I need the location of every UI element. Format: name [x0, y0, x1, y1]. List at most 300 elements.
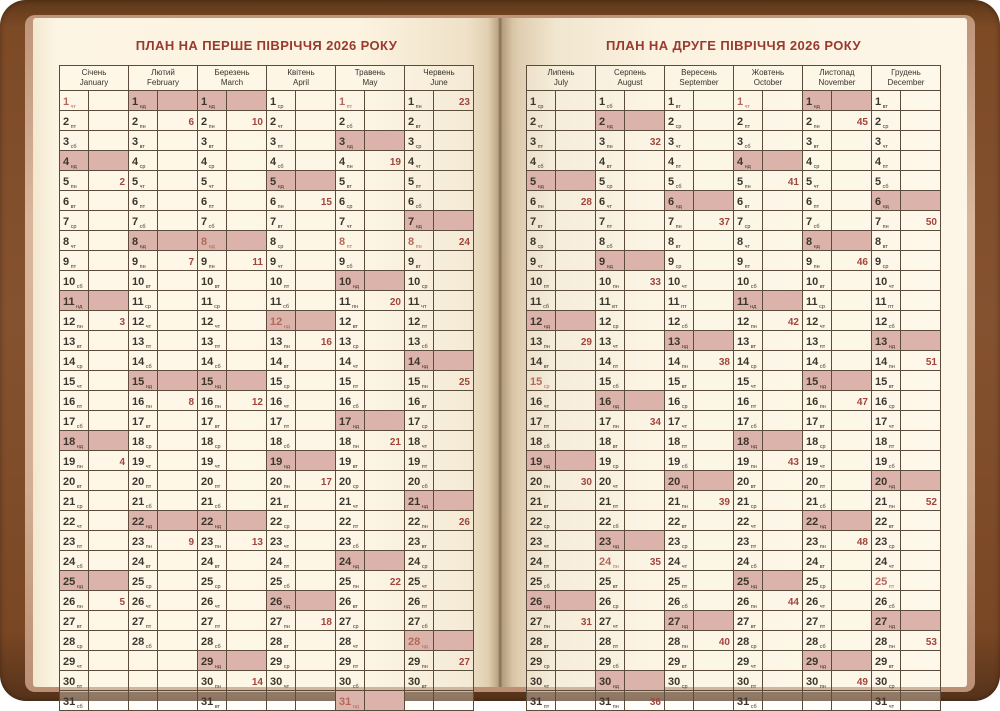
weekday-abbr: пн: [346, 164, 353, 170]
day-cell: [596, 471, 625, 491]
day-cell: [665, 251, 694, 271]
weekday-abbr: ср: [819, 304, 825, 310]
weekday-abbr: ср: [277, 244, 284, 250]
day-cell: [872, 651, 901, 671]
weekday-abbr: ср: [681, 544, 688, 550]
day-number: 28: [875, 636, 888, 648]
day-cell: [872, 491, 901, 511]
notes-cell: [158, 371, 198, 391]
day-cell: [267, 491, 296, 511]
day-cell: [198, 131, 227, 151]
day-cell: [734, 651, 763, 671]
day-number: 21: [270, 496, 283, 508]
weekday-abbr: ср: [750, 504, 757, 510]
day-number: 6: [530, 196, 537, 208]
notes-cell: [763, 171, 803, 191]
weekday-abbr: вт: [543, 364, 550, 370]
weekday-abbr: нд: [543, 324, 550, 330]
weekday-abbr: нд: [819, 384, 826, 390]
day-cell: [60, 331, 89, 351]
notes-cell: [694, 491, 734, 511]
month-name-uk: Лютий: [151, 68, 175, 77]
weekday-abbr: чт: [76, 384, 83, 390]
weekday-abbr: вт: [612, 444, 619, 450]
notes-cell: [694, 211, 734, 231]
day-cell: [803, 171, 832, 191]
day-number: 18: [339, 436, 352, 448]
week-number: 40: [718, 637, 730, 648]
day-cell: [405, 231, 434, 251]
day-row: [527, 231, 941, 251]
day-number: 4: [599, 156, 606, 168]
day-row: [60, 571, 474, 591]
notes-cell: [365, 431, 405, 451]
weekday-abbr: вт: [750, 344, 757, 350]
weekday-abbr: пн: [415, 104, 422, 110]
notes-cell: [763, 591, 803, 611]
day-cell: [527, 431, 556, 451]
day-number: 13: [737, 336, 750, 348]
day-number: 22: [201, 516, 214, 528]
notes-cell: [832, 491, 872, 511]
day-number: 18: [201, 436, 214, 448]
notes-cell: [556, 91, 596, 111]
day-cell: [803, 371, 832, 391]
notes-cell: [832, 591, 872, 611]
month-name-en: November: [818, 78, 856, 87]
day-number: 22: [339, 516, 352, 528]
notes-cell: [763, 131, 803, 151]
day-cell: [198, 211, 227, 231]
day-cell: [60, 231, 89, 251]
day-number: 11: [668, 296, 680, 308]
weekday-abbr: пн: [681, 504, 688, 510]
day-cell: [336, 571, 365, 591]
day-number: 2: [63, 116, 70, 128]
weekday-abbr: вт: [888, 384, 895, 390]
weekday-abbr: пн: [819, 684, 826, 690]
notes-cell: [296, 651, 336, 671]
weekday-abbr: вт: [813, 144, 819, 150]
day-cell: [336, 511, 365, 531]
weekday-abbr: пт: [612, 364, 619, 370]
day-cell: [336, 531, 365, 551]
weekday-abbr: сб: [750, 704, 757, 710]
day-number: 17: [530, 416, 543, 428]
weekday-abbr: вт: [283, 364, 290, 370]
day-number: 2: [530, 116, 537, 128]
day-cell: [405, 451, 434, 471]
notes-cell: [694, 631, 734, 651]
notes-cell: [625, 111, 665, 131]
day-cell: [198, 591, 227, 611]
day-number: 25: [201, 576, 214, 588]
notes-cell: [694, 91, 734, 111]
weekday-abbr: вт: [346, 184, 352, 190]
day-cell: [60, 351, 89, 371]
notes-cell: [901, 311, 941, 331]
day-number: 4: [737, 156, 744, 168]
notes-cell: [89, 491, 129, 511]
notes-cell: [763, 491, 803, 511]
weekday-abbr: нд: [415, 224, 422, 230]
notes-cell: [296, 311, 336, 331]
day-cell: [336, 651, 365, 671]
day-row: [527, 371, 941, 391]
day-cell: [60, 291, 89, 311]
weekday-abbr: пт: [606, 224, 613, 230]
notes-cell: [89, 511, 129, 531]
day-cell: [405, 351, 434, 371]
day-cell: [803, 191, 832, 211]
notes-cell: [89, 351, 129, 371]
notes-cell: [227, 151, 267, 171]
weekday-abbr: нд: [675, 204, 682, 210]
day-cell: [405, 431, 434, 451]
day-cell: [527, 291, 556, 311]
day-cell: [803, 211, 832, 231]
day-cell: [872, 91, 901, 111]
weekday-abbr: ср: [76, 364, 83, 370]
day-number: 22: [668, 516, 681, 528]
notes-cell: [694, 171, 734, 191]
notes-cell: [89, 471, 129, 491]
day-cell: [872, 611, 901, 631]
day-cell: [803, 611, 832, 631]
day-cell: [665, 631, 694, 651]
notes-cell: [227, 371, 267, 391]
notes-cell: [832, 511, 872, 531]
day-number: 18: [599, 436, 612, 448]
weekday-abbr: вт: [888, 664, 895, 670]
weekday-abbr: вт: [214, 564, 221, 570]
day-number: 19: [270, 456, 283, 468]
day-cell: [596, 611, 625, 631]
day-number: 17: [408, 416, 421, 428]
week-number: 45: [856, 117, 868, 128]
day-cell: [872, 411, 901, 431]
weekday-abbr: сб: [888, 324, 895, 330]
weekday-abbr: сб: [283, 304, 290, 310]
day-cell: [60, 391, 89, 411]
day-number: 21: [63, 496, 76, 508]
weekday-abbr: сб: [750, 564, 757, 570]
weekday-abbr: сб: [612, 384, 619, 390]
day-number: 10: [806, 276, 819, 288]
day-number: 10: [270, 276, 283, 288]
day-number: 30: [530, 676, 543, 688]
weekday-abbr: пт: [214, 624, 221, 630]
weekday-abbr: чт: [750, 664, 757, 670]
day-number: 12: [132, 316, 145, 328]
day-number: 30: [63, 676, 76, 688]
day-cell: [596, 431, 625, 451]
notes-cell: [89, 111, 129, 131]
day-number: 10: [201, 276, 214, 288]
day-cell: [527, 111, 556, 131]
notes-cell: [832, 451, 872, 471]
day-number: 6: [63, 196, 70, 208]
day-number: 1: [132, 96, 139, 108]
day-number: 26: [875, 596, 888, 608]
weekday-abbr: нд: [277, 184, 284, 190]
week-number: 11: [252, 257, 263, 268]
day-number: 1: [63, 96, 70, 108]
notes-cell: [556, 311, 596, 331]
day-cell: [803, 131, 832, 151]
weekday-abbr: пт: [283, 564, 290, 570]
weekday-abbr: пт: [681, 304, 687, 310]
day-cell: [527, 651, 556, 671]
notes-cell: [625, 151, 665, 171]
weekday-abbr: пн: [882, 224, 889, 230]
day-cell: [336, 231, 365, 251]
notes-cell: [296, 551, 336, 571]
notes-cell: [296, 571, 336, 591]
day-cell: [129, 171, 158, 191]
day-cell: [665, 151, 694, 171]
notes-cell: [901, 371, 941, 391]
notes-cell: [434, 411, 474, 431]
weekday-abbr: ср: [214, 584, 221, 590]
day-number: 8: [270, 236, 277, 248]
weekday-abbr: ср: [543, 524, 550, 530]
day-number: 27: [339, 616, 352, 628]
notes-cell: [763, 271, 803, 291]
day-number: 19: [737, 456, 750, 468]
day-cell: [405, 391, 434, 411]
notes-cell: [625, 431, 665, 451]
day-cell: [60, 551, 89, 571]
notes-cell: [901, 431, 941, 451]
weekday-abbr: пт: [277, 144, 284, 150]
notes-cell: [227, 691, 267, 711]
day-cell: [60, 311, 89, 331]
calendar-first-half: [59, 65, 474, 711]
day-cell: [336, 431, 365, 451]
day-number: 5: [737, 176, 744, 188]
notes-cell: [625, 171, 665, 191]
day-cell: [198, 331, 227, 351]
weekday-abbr: вт: [888, 524, 895, 530]
day-number: 17: [339, 416, 352, 428]
notes-cell: [625, 551, 665, 571]
weekday-abbr: вт: [76, 484, 83, 490]
week-number: 25: [458, 377, 470, 388]
day-number: 17: [806, 416, 819, 428]
weekday-abbr: ср: [76, 504, 83, 510]
weekday-abbr: пн: [214, 544, 221, 550]
notes-cell: [365, 671, 405, 691]
weekday-abbr: сб: [543, 444, 550, 450]
weekday-abbr: пт: [421, 604, 428, 610]
day-cell: [267, 191, 296, 211]
day-number: 29: [737, 656, 750, 668]
day-number: 15: [63, 376, 76, 388]
day-number: 16: [201, 396, 214, 408]
weekday-abbr: вт: [744, 204, 750, 210]
day-cell: [267, 251, 296, 271]
day-cell: [129, 491, 158, 511]
notes-cell: [158, 671, 198, 691]
notes-cell: [832, 271, 872, 291]
notes-cell: [89, 171, 129, 191]
day-cell: [267, 371, 296, 391]
weekday-abbr: сб: [346, 264, 353, 270]
weekday-abbr: чт: [145, 464, 152, 470]
notes-cell: [227, 511, 267, 531]
weekday-abbr: ср: [543, 384, 550, 390]
weekday-abbr: пт: [415, 184, 422, 190]
weekday-abbr: пт: [214, 484, 221, 490]
weekday-abbr: нд: [750, 584, 757, 590]
weekday-abbr: сб: [208, 224, 215, 230]
day-number: 15: [530, 376, 543, 388]
weekday-abbr: пн: [612, 564, 619, 570]
day-cell: [129, 331, 158, 351]
notes-cell: [832, 531, 872, 551]
weekday-abbr: чт: [139, 184, 146, 190]
day-number: 23: [339, 536, 352, 548]
day-cell: [267, 91, 296, 111]
day-row: [527, 551, 941, 571]
day-number: 7: [201, 216, 208, 228]
weekday-abbr: чт: [277, 264, 284, 270]
notes-cell: [227, 351, 267, 371]
notes-cell: [556, 451, 596, 471]
notes-cell: [763, 551, 803, 571]
weekday-abbr: вт: [208, 144, 214, 150]
weekday-abbr: пн: [681, 364, 688, 370]
notes-cell: [158, 631, 198, 651]
day-cell: [665, 111, 694, 131]
day-cell: [336, 191, 365, 211]
week-number: 8: [188, 397, 194, 408]
notes-cell: [89, 591, 129, 611]
notes-cell: [832, 351, 872, 371]
weekday-abbr: вт: [882, 244, 888, 250]
weekday-abbr: чт: [76, 524, 83, 530]
day-number: 11: [737, 296, 749, 308]
weekday-abbr: ср: [675, 124, 682, 130]
weekday-abbr: чт: [352, 364, 359, 370]
weekday-abbr: чт: [606, 204, 613, 210]
notes-cell: [694, 371, 734, 391]
notes-cell: [556, 251, 596, 271]
day-cell: [596, 211, 625, 231]
day-cell: [60, 191, 89, 211]
notes-cell: [434, 431, 474, 451]
weekday-abbr: пт: [346, 104, 353, 110]
notes-cell: [365, 211, 405, 231]
day-number: 24: [875, 556, 888, 568]
notes-cell: [89, 451, 129, 471]
day-cell: [734, 491, 763, 511]
month-name-en: December: [887, 78, 925, 87]
day-cell: [60, 91, 89, 111]
notes-cell: [694, 531, 734, 551]
weekday-abbr: сб: [543, 304, 550, 310]
notes-cell: [158, 171, 198, 191]
notes-cell: [434, 551, 474, 571]
day-cell: [596, 591, 625, 611]
day-cell: [803, 91, 832, 111]
notes-cell: [158, 391, 198, 411]
notes-cell: [227, 471, 267, 491]
notes-cell: [158, 691, 198, 711]
day-cell: [596, 371, 625, 391]
day-number: 27: [132, 616, 145, 628]
day-cell: [665, 651, 694, 671]
month-name-uk: Квітень: [287, 68, 315, 77]
day-cell: [527, 571, 556, 591]
day-cell: [198, 471, 227, 491]
week-number: 29: [580, 337, 592, 348]
day-row: [60, 591, 474, 611]
notes-cell: [556, 471, 596, 491]
day-cell: [336, 671, 365, 691]
weekday-abbr: вт: [415, 264, 421, 270]
day-cell: [665, 471, 694, 491]
notes-cell: [763, 111, 803, 131]
day-cell: [267, 231, 296, 251]
weekday-abbr: вт: [214, 424, 221, 430]
weekday-abbr: пт: [888, 304, 894, 310]
week-number: 44: [787, 597, 799, 608]
weekday-abbr: пт: [145, 624, 152, 630]
day-cell: [596, 551, 625, 571]
week-number: 27: [458, 657, 470, 668]
notes-cell: [556, 111, 596, 131]
day-number: 4: [339, 156, 346, 168]
month-header: [198, 66, 267, 91]
notes-cell: [227, 551, 267, 571]
notes-cell: [296, 371, 336, 391]
weekday-abbr: пт: [888, 444, 895, 450]
day-cell: [527, 671, 556, 691]
weekday-abbr: сб: [813, 224, 820, 230]
weekday-abbr: вт: [819, 284, 826, 290]
day-number: 4: [668, 156, 675, 168]
day-cell: [665, 591, 694, 611]
day-cell: [734, 331, 763, 351]
notes-cell: [625, 451, 665, 471]
weekday-abbr: вт: [606, 164, 612, 170]
week-number: 19: [389, 157, 401, 168]
day-cell: [803, 551, 832, 571]
weekday-abbr: чт: [421, 304, 427, 310]
weekday-abbr: пт: [214, 344, 221, 350]
notes-cell: [296, 111, 336, 131]
notes-cell: [89, 291, 129, 311]
day-cell: [596, 131, 625, 151]
month-header-row: [527, 66, 941, 91]
month-header: [129, 66, 198, 91]
day-cell: [405, 271, 434, 291]
day-cell: [527, 531, 556, 551]
notes-cell: [227, 191, 267, 211]
weekday-abbr: вт: [612, 584, 619, 590]
notes-cell: [694, 291, 734, 311]
weekday-abbr: сб: [145, 504, 152, 510]
notes-cell: [434, 571, 474, 591]
day-number: 30: [875, 676, 888, 688]
weekday-abbr: ср: [421, 424, 428, 430]
day-cell: [734, 451, 763, 471]
day-cell: [60, 651, 89, 671]
day-cell: [527, 251, 556, 271]
day-number: 11: [806, 296, 818, 308]
